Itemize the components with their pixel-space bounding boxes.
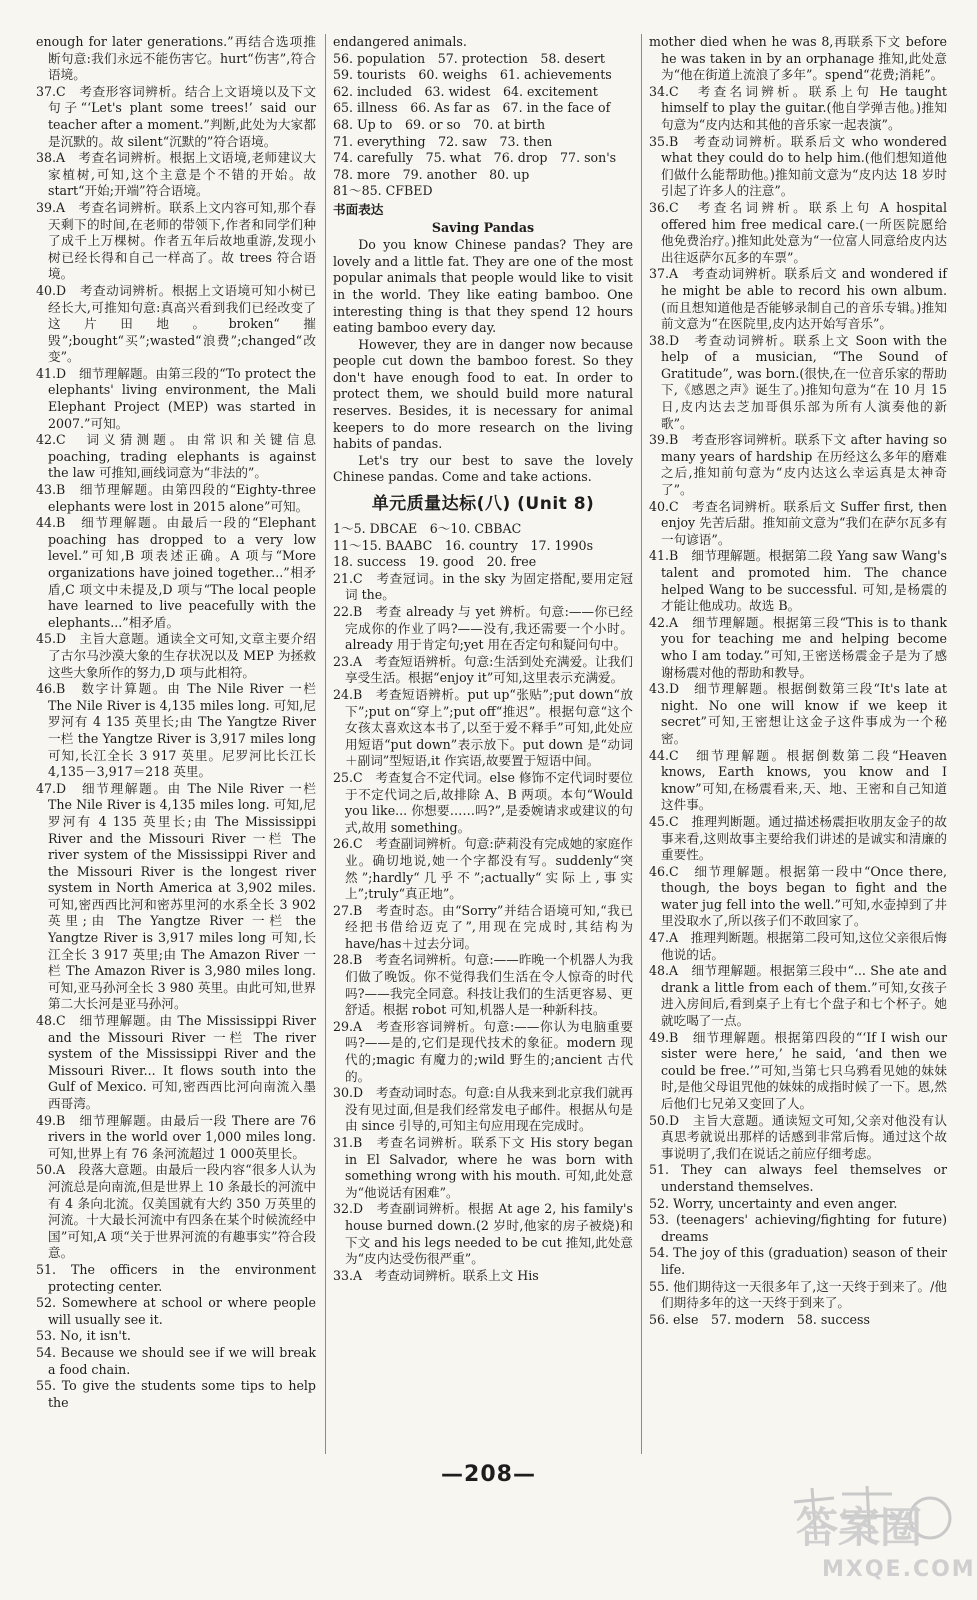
answer-entry: 35.B 考查动词辨析。联系后文 who wondered what they could do to help him.(他们想知道他们做什么能帮助他。)推知前文意为“皮内达 18 岁时引起了许多人的注意”。 bbox=[649, 133, 947, 199]
answer-entry: 59. tourists 60. weighs 61. achievements bbox=[333, 67, 612, 83]
answer-entry: 51. The officers in the environment protecting center. bbox=[36, 1261, 316, 1294]
answer-entry: 27.B 考查时态。由“Sorry”并结合语境可知,“我已经把书借给迈克了”,用现在完成时,其结构为 have/has＋过去分词。 bbox=[333, 902, 633, 951]
answer-entry: 55. To give the students some tips to help the bbox=[36, 1378, 316, 1410]
answer-entry: 43.B 细节理解题。由第四段的“Eighty-three elephants were lost in 2015 alone”可知。 bbox=[36, 482, 316, 514]
answer-entry: 26.C 考查副词辨析。句意:萨莉没有完成她的家庭作业。确切地说,她一个字都没有写。suddenly“突然”;hardly“几乎不”;actually“实际上,事实上”;truly“真正地”。 bbox=[333, 836, 633, 902]
answer-entry: Do you know Chinese pandas? They are lovely and a little fat. They are one of the most popular animals that people would like to visit in the world. They like eating bamboo. One interesting thing is that they spend 12 hours eating bamboo every day. bbox=[333, 237, 633, 336]
page-number: —208— bbox=[441, 1462, 536, 1487]
answer-entry: However, they are in danger now because people cut down the bamboo forest. So they don't have enough food to eat. In order to protect them, we should build more natural reserves. Besides, it is necessary for animal keepers to do more research on the living habits of pandas. bbox=[333, 336, 633, 452]
watermark-logo bbox=[782, 1480, 976, 1586]
answer-entry: endangered animals. bbox=[333, 34, 467, 49]
answer-entry: 40.D 考查动词辨析。根据上文语境可知小树已经长大,可推知句意:真高兴看到我们已经改变了这片田地。broken“摧毁”;bought“买”;wasted“浪费”;changed“改变”。 bbox=[36, 282, 316, 365]
answer-entry: 42.A 细节理解题。根据第三段“This is to thank you for teaching me and helping become who I am today.”可知,王密送杨震金子是为了感谢杨震对他的帮助和教导。 bbox=[649, 614, 947, 680]
answer-entry: 74. carefully 75. what 76. drop 77. son's bbox=[333, 150, 617, 166]
answer-entry: 47.A 推理判断题。根据第二段可知,这位父亲很后悔他说的话。 bbox=[649, 930, 947, 962]
watermark-text: 答案圈 bbox=[796, 1503, 923, 1552]
answer-entry: 24.B 考查短语辨析。put up“张贴”;put down“放下”;put on“穿上”;put off“推迟”。根据句意“这个女孩太喜欢这本书了,以至于爱不释手”可知,此处应用短语“put down”表示放下。put down 是“动词＋副词”型短语,it 作宾语,故要置于短语中间。 bbox=[333, 686, 633, 769]
answer-entry: 38.D 考查动词辨析。联系上文 Soon with the help of a musician, “The Sound of Gratitude”, was born.(很快,在一位音乐家的帮助下,《感恩之声》诞生了。)推知句意为“在 10 月 15 日,皮内达去芝加哥俱乐部为所有人演奏他的新歌”。 bbox=[649, 332, 947, 431]
answer-column-2 bbox=[333, 34, 633, 1454]
answer-entry: 46.C 细节理解题。根据第一段中“Once there, though, the boys began to fight and the water jug fell into the well.”可知,水壶掉到了井里没取水了,所以孩子们不敢回家了。 bbox=[649, 863, 947, 929]
answer-entry: 56. population 57. protection 58. desert bbox=[333, 50, 605, 66]
answer-entry: 45.C 推理判断题。通过描述杨震拒收朋友金子的故事来看,这则故事主要给我们讲述的是诚实和清廉的重要性。 bbox=[649, 813, 947, 863]
answer-entry: 47.D 细节理解题。由 The Nile River 一栏 The Nile River is 4,135 miles long. 可知,尼罗河有 4 135 英里长;由 The Mississippi River and the Missouri River 一栏 The river system of the Mississippi River and the Missouri River is the longest river system in North America at 3,902 miles. 可知,密西西比河和密苏里河的水系全长 3 902 英里;由 The Yangtze River 一栏 the Yangtze River is 3,917 miles long 可知,长江全长 3 917 英里;由 The Amazon River 一栏 The Amazon River is 3,980 miles long. 可知,亚马孙河全长 3 980 英里。由此可知,世界第二大长河是亚马孙河。 bbox=[36, 780, 316, 1012]
answer-entry: 32.D 考查副词辨析。根据 At age 2, his family's house burned down.(2 岁时,他家的房子被烧)和下文 and his legs needed to be cut 推知,此处意为“皮内达受伤很严重”。 bbox=[333, 1201, 633, 1267]
unit-title: 单元质量达标(八) (Unit 8) bbox=[371, 494, 595, 515]
writing-heading: 书面表达 bbox=[333, 201, 384, 217]
answer-entry: 81～85. CFBED bbox=[333, 183, 433, 199]
answer-entry: 33.A 考查动词辨析。联系上文 His bbox=[333, 1267, 539, 1283]
answer-entry: 36.C 考查名词辨析。联系上句 A hospital offered him free medical care.(一所医院愿给他免费治疗。)推知此处意为“一位富人同意给皮内达出往返萨尔瓦多的车票”。 bbox=[649, 199, 947, 265]
answer-entry: 25.C 考查复合不定代词。else 修饰不定代词时要位于不定代词之后,故排除 A、B 两项。本句“Would you like... 你想要……吗?”,是委婉请求或建议的句式,故用 something。 bbox=[333, 769, 633, 835]
answer-entry: 55. 他们期待这一天很多年了,这一天终于到来了。/他们期待多年的这一天终于到来了。 bbox=[649, 1278, 947, 1311]
answer-entry: 28.B 考查名词辨析。句意:——昨晚一个机器人为我们做了晚饭。你不觉得我们生活在令人惊奇的时代吗?——我完全同意。科技让我们的生活更容易、更舒适。根据 robot 可知,机器人是一种新科技。 bbox=[333, 952, 633, 1018]
answer-entry: 23.A 考查短语辨析。句意:生活到处充满爱。让我们享受生活。根据“enjoy it”可知,这里表示充满爱。 bbox=[333, 653, 633, 686]
answer-explanations bbox=[333, 571, 633, 1285]
watermark-url: MXQE.COM bbox=[822, 1557, 976, 1582]
column-divider bbox=[641, 34, 642, 1454]
answer-entry: 41.D 细节理解题。由第三段的“To protect the elephants' living environment, the Mali Elephant Project (MEP) was started in 2007.”可知。 bbox=[36, 365, 316, 431]
answer-entry: 42.C 词义猜测题。由常识和关键信息 poaching, trading elephants is against the law 可推知,画线词意为“非法的”。 bbox=[36, 432, 316, 481]
answer-entry: 44.B 细节理解题。由最后一段的“Elephant poaching has dropped to a very low level.”可知,B 项表述正确。A 项与“More organizations have joined together...”相矛盾,C 项文中未提及,D 项与“The local people have learned to live peacefully with the elephants...”相矛盾。 bbox=[36, 515, 316, 630]
answer-key-list bbox=[333, 521, 633, 571]
answer-entry: 62. included 63. widest 64. excitement bbox=[333, 83, 598, 99]
answer-entry: 52. Somewhere at school or where people will usually see it. bbox=[36, 1295, 316, 1327]
answer-entry: 37.C 考查形容词辨析。结合上文语境以及下文句子“‘Let's plant some trees!’ said our teacher after a moment.”判断,此处为大家都是沉默的。故 silent“沉默的”符合语境。 bbox=[36, 83, 316, 149]
vocabulary-answers bbox=[333, 34, 633, 200]
answer-column-1 bbox=[36, 34, 316, 1454]
answer-entry: 50.D 主旨大意题。通读短文可知,父亲对他没有认真思考就说出那样的话感到非常后悔。通过这个故事说明了,我们在说话之前应仔细考虑。 bbox=[649, 1112, 947, 1161]
answer-entry: 46.B 数字计算题。由 The Nile River 一栏 The Nile River is 4,135 miles long. 可知,尼罗河有 4 135 英里长;由 The Yangtze River 一栏 the Yangtze River is 3,917 miles long 可知,长江全长 3 917 英里。尼罗河比长江长 4,135－3,917＝218 英里。 bbox=[36, 681, 316, 780]
answer-entry: 53. (teenagers' achieving/fighting for future) dreams bbox=[649, 1212, 947, 1244]
answer-entry: 34.C 考查名词辨析。联系上句 He taught himself to play the guitar.(他自学弹吉他。)推知句意为“皮内达和其他的音乐家一起表演”。 bbox=[649, 83, 947, 132]
answer-entry: 37.A 考查动词辨析。联系后文 and wondered if he might be able to record his own album.(而且想知道他是否能够录制自己的音乐专辑。)推知前文意为“在医院里,皮内达开始写音乐”。 bbox=[649, 266, 947, 332]
answer-entry: 54. Because we should see if we will break a food chain. bbox=[36, 1344, 316, 1377]
answer-entry: enough for later generations.”再结合选项推断句意:我们永远不能伤害它。hurt“伤害”,符合语境。 bbox=[36, 34, 316, 83]
answer-entry: 56. else 57. modern 58. success bbox=[649, 1311, 870, 1327]
answer-entry: 1～5. DBCAE 6～10. CBBAC bbox=[333, 521, 522, 537]
answer-entry: 38.A 考查名词辨析。根据上文语境,老师建议大家植树,可知,这个主意是个不错的开始。故 start“开始;开端”符合语境。 bbox=[36, 150, 316, 199]
answer-entry: 29.A 考查形容词辨析。句意:——你认为电脑重要吗?——是的,它们是现代技术的象征。modern 现代的;magic 有魔力的;wild 野生的;ancient 古代的。 bbox=[333, 1018, 633, 1084]
answer-entry: 22.B 考查 already 与 yet 辨析。句意:——你已经完成你的作业了吗?——没有,我还需要一个小时。already 用于肯定句;yet 用在否定句和疑问句中。 bbox=[333, 604, 633, 653]
answer-entry: Let's try our best to save the lovely Chinese pandas. Come and take actions. bbox=[333, 452, 633, 485]
answer-entry: 41.B 细节理解题。根据第二段 Yang saw Wang's talent and promoted him. The chance helped Wang to be successful. 可知,是杨震的才能让他成功。故选 B。 bbox=[649, 548, 947, 614]
answer-column-3 bbox=[649, 34, 947, 1454]
answer-entry: 48.C 细节理解题。由 The Mississippi River and the Missouri River 一栏 The river system of the Mississippi River and the Missouri River... It flows south into the Gulf of Mexico. 可知,密西西比河向南流入墨西哥湾。 bbox=[36, 1013, 316, 1111]
answer-entry: 65. illness 66. As far as 67. in the face of bbox=[333, 100, 611, 116]
answer-entry: 68. Up to 69. or so 70. at birth bbox=[333, 116, 546, 132]
answer-entry: mother died when he was 8,再联系下文 before he was taken in by an orphanage 推知,此处意为“他在街道上流浪了多年”。spend“花费;消耗”。 bbox=[649, 34, 947, 83]
answer-entry: 78. more 79. another 80. up bbox=[333, 166, 530, 182]
answer-entry: 31.B 考查名词辨析。联系下文 His story began in El Salvador, where he was born with something wrong with his mouth. 可知,此处意为“他说话有困难”。 bbox=[333, 1135, 633, 1200]
answer-entry: 54. The joy of this (graduation) season of their life. bbox=[649, 1245, 947, 1277]
answer-entry: 39.A 考查名词辨析。联系上文内容可知,那个春天剩下的时间,在老师的带领下,作者和同学们种了成千上万棵树。作者五年后故地重游,发现小树已经长得和自己一样高了。故 trees 符合语境。 bbox=[36, 199, 316, 282]
answer-entry: 71. everything 72. saw 73. then bbox=[333, 133, 553, 149]
essay-body bbox=[333, 237, 633, 486]
answer-entry: 44.C 细节理解题。根据倒数第二段“Heaven knows, Earth knows, you know and I know”可知,在杨震看来,天、地、王密和自己知道这件事。 bbox=[649, 747, 947, 813]
answer-entry: 52. Worry, uncertainty and even anger. bbox=[649, 1195, 898, 1211]
answer-entry: 49.B 细节理解题。根据第四段的“‘If I wish our sister were here,’ he said, ‘and then we could be free.’”可知,当第七只乌鸦看见她的妹妹时,是他父母诅咒他的妹妹的成指时候了一下。恩,然后他们七兄弟又变回了人。 bbox=[649, 1029, 947, 1111]
answer-entry: 39.B 考查形容词辨析。联系下文 after having so many years of hardship 在历经这么多年的磨难之后,推知前句意为“皮内达这么幸运真是太神奇了”。 bbox=[649, 432, 947, 498]
answer-entry: 45.D 主旨大意题。通读全文可知,文章主要介绍了古尔马沙漠大象的生存状况以及 MEP 为拯救这些大象所作的努力,D 项与此相符。 bbox=[36, 631, 316, 680]
essay-title: Saving Pandas bbox=[431, 219, 535, 235]
answer-entry: 51. They can always feel themselves or understand themselves. bbox=[649, 1162, 947, 1194]
answer-entry: 53. No, it isn't. bbox=[36, 1328, 131, 1344]
column-divider bbox=[325, 34, 326, 1454]
answer-entry: 43.D 细节理解题。根据倒数第三段“It's late at night. No one will know if we keep it secret”可知,王密想让这金子这件事成为一个秘密。 bbox=[649, 681, 947, 746]
answer-entry: 50.A 段落大意题。由最后一段内容“很多人认为河流总是向南流,但是世界上 10 条最长的河流中有 4 条向北流。仅美国就有大约 350 万英里的河流。十大最长河流中有四条在某个时候流经中国”可知,A 项“关于世界河流的有趣事实”符合段意。 bbox=[36, 1162, 316, 1261]
answer-entry: 48.A 细节理解题。根据第三段中“... She ate and drank a little from each of them.”可知,女孩子进入房间后,看到桌子上有七个盘子和七个杯子。她就吃喝了一点。 bbox=[649, 963, 947, 1029]
answer-entry: 18. success 19. good 20. free bbox=[333, 554, 537, 570]
answer-entry: 30.D 考查动词时态。句意:自从我来到北京我们就再没有见过面,但是我们经常发电子邮件。根据从句是由 since 引导的,可知主句应用现在完成时。 bbox=[333, 1085, 633, 1134]
answer-entry: 11～15. BAABC 16. country 17. 1990s bbox=[333, 537, 594, 553]
answer-entry: 49.B 细节理解题。由最后一段 There are 76 rivers in the world over 1,000 miles long. 可知,世界上有 76 条河流超过 1 000英里长。 bbox=[36, 1112, 316, 1161]
answer-entry: 21.C 考查冠词。in the sky 为固定搭配,要用定冠词 the。 bbox=[333, 570, 633, 603]
answer-entry: 40.C 考查名词辨析。联系后文 Suffer first, then enjoy 先苦后甜。推知前文意为“我们在萨尔瓦多有一句谚语”。 bbox=[649, 498, 947, 547]
